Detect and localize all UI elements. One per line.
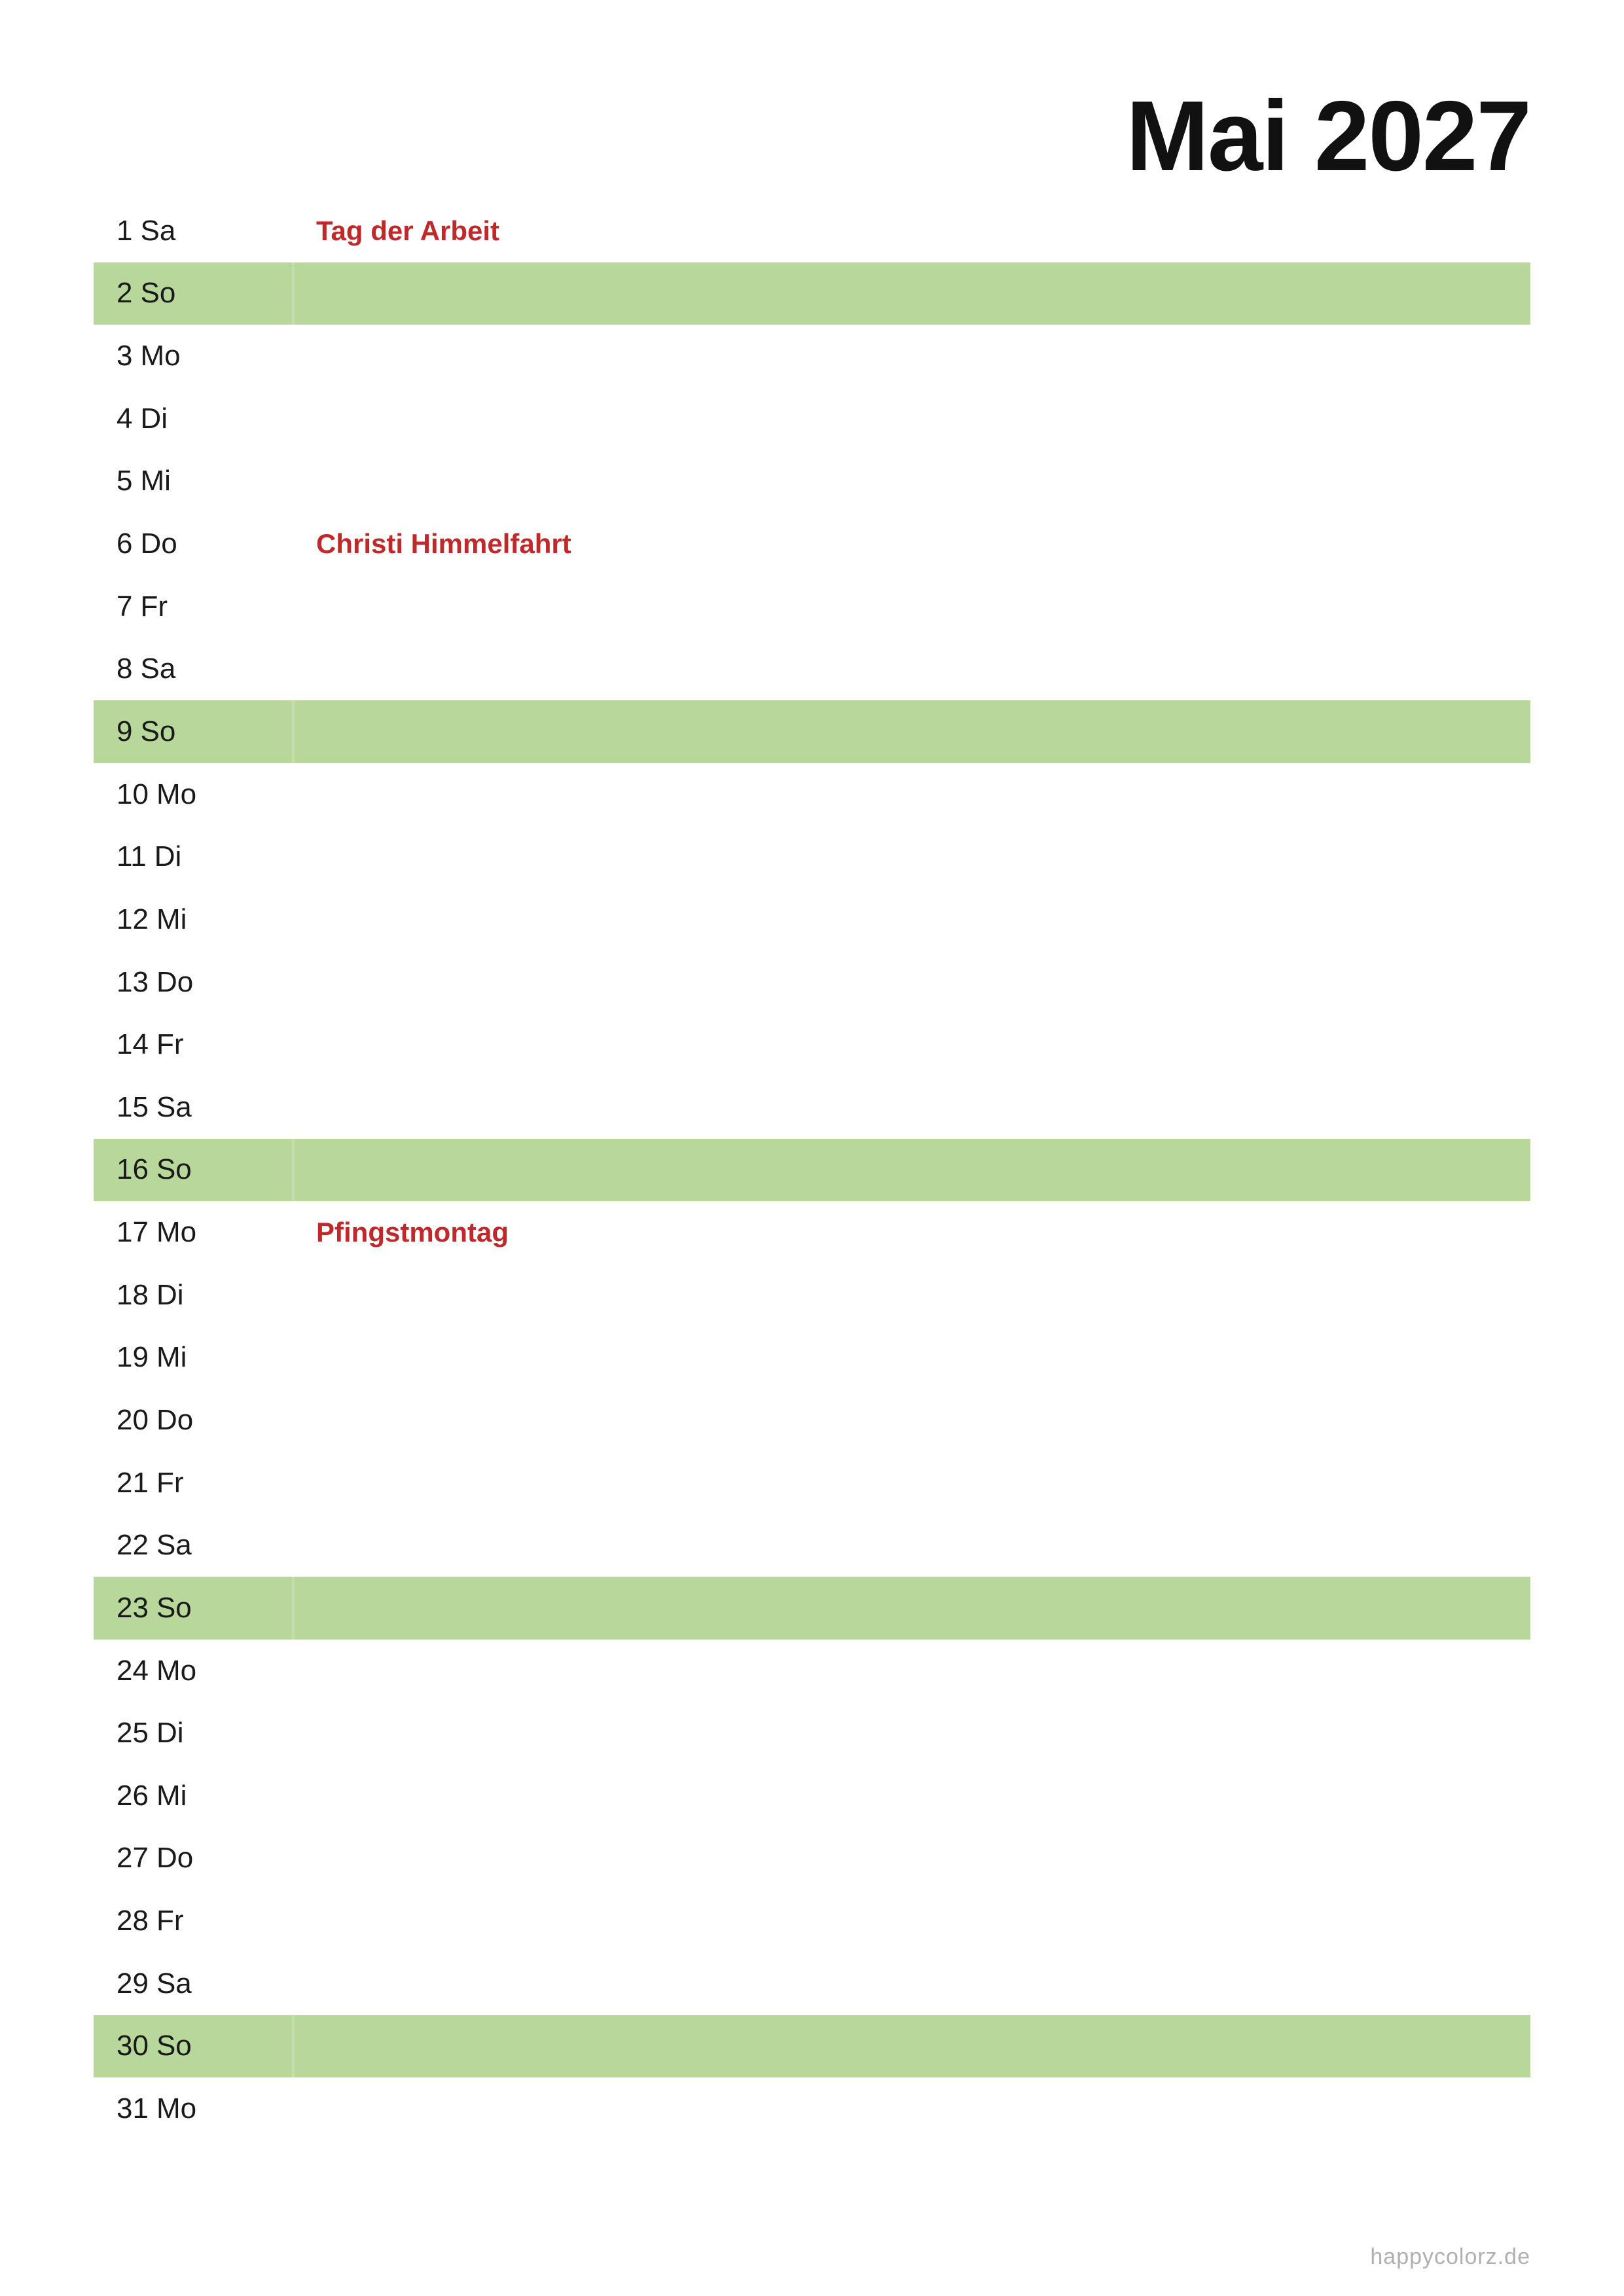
day-number: 26: [117, 1779, 149, 1812]
weekday: Fr: [156, 1466, 184, 1499]
day-row: [94, 1577, 1530, 1640]
weekday: Di: [140, 402, 168, 435]
day-label: [94, 1905, 316, 1937]
day-number: 14: [117, 1028, 149, 1061]
day-label: [94, 340, 316, 372]
weekday: Do: [156, 965, 194, 998]
day-row: [94, 387, 1530, 450]
day-label: [94, 966, 316, 999]
day-row: [94, 1827, 1530, 1890]
day-label: [94, 1091, 316, 1124]
day-label: [94, 1467, 316, 1499]
day-number: 27: [117, 1842, 149, 1874]
day-number: 24: [117, 1654, 149, 1687]
day-label: [94, 903, 316, 936]
day-number: 17: [117, 1216, 149, 1249]
day-row: [94, 1013, 1530, 1076]
weekday: So: [156, 2030, 192, 2062]
day-row: [94, 512, 1530, 575]
day-label: [94, 2092, 316, 2125]
day-label: [94, 1404, 316, 1437]
day-label: [94, 840, 316, 873]
weekday: So: [140, 277, 176, 310]
weekday: Di: [154, 840, 182, 873]
weekday: Sa: [156, 1967, 192, 2000]
day-row: [94, 325, 1530, 387]
day-number: 12: [117, 903, 149, 935]
day-label: [94, 2030, 316, 2062]
day-label: [94, 1216, 316, 1249]
day-row: [94, 1640, 1530, 1702]
day-label: [94, 590, 316, 623]
day-row: [94, 1514, 1530, 1577]
weekday: Fr: [140, 590, 168, 622]
day-label: [94, 1842, 316, 1874]
day-number: 10: [117, 778, 149, 810]
day-label: [94, 1655, 316, 1687]
day-number: 23: [117, 1591, 149, 1624]
day-number: 8: [117, 653, 133, 685]
day-row: [94, 951, 1530, 1014]
day-row: [94, 262, 1530, 325]
day-row: [94, 1890, 1530, 1952]
day-label: [94, 1780, 316, 1812]
page-title: Mai 2027: [1126, 81, 1530, 192]
day-row: [94, 1765, 1530, 1827]
day-number: 30: [117, 2030, 149, 2062]
day-number: 20: [117, 1403, 149, 1436]
day-label: [94, 1028, 316, 1061]
weekday: So: [156, 1591, 192, 1624]
weekday: Do: [140, 528, 177, 560]
footer-credit: happycolorz.de: [1370, 2244, 1530, 2269]
day-label: [94, 215, 316, 247]
day-row: [94, 1389, 1530, 1452]
day-number: 29: [117, 1967, 149, 2000]
weekday: Sa: [156, 1529, 192, 1562]
day-number: 3: [117, 340, 133, 372]
weekday: Mi: [140, 465, 171, 497]
weekday: Mo: [156, 2092, 197, 2125]
weekday: Do: [156, 1842, 194, 1874]
weekday: Di: [156, 1717, 184, 1749]
day-row: [94, 2077, 1530, 2140]
day-number: 21: [117, 1466, 149, 1499]
day-row: [94, 2015, 1530, 2078]
day-number: 22: [117, 1529, 149, 1562]
weekday: Mo: [140, 340, 181, 372]
day-label: [94, 1717, 316, 1749]
day-number: 1: [117, 214, 133, 247]
day-label: [94, 277, 316, 310]
day-row: [94, 1952, 1530, 2015]
day-label: [94, 465, 316, 497]
calendar-list: [94, 200, 1530, 2140]
day-label: [94, 403, 316, 435]
day-row: [94, 1452, 1530, 1515]
day-row: [94, 1264, 1530, 1327]
day-row: [94, 575, 1530, 638]
day-label: [94, 778, 316, 811]
day-label: [94, 1967, 316, 2000]
day-number: 4: [117, 402, 133, 435]
day-row: [94, 825, 1530, 888]
day-number: 28: [117, 1905, 149, 1937]
holiday-label: Tag der Arbeit: [316, 215, 500, 246]
day-number: 9: [117, 715, 133, 747]
day-number: 31: [117, 2092, 149, 2125]
weekday: Sa: [156, 1090, 192, 1123]
day-row: [94, 1076, 1530, 1139]
weekday: Mo: [156, 1654, 197, 1687]
day-number: 15: [117, 1090, 149, 1123]
day-row: [94, 1702, 1530, 1765]
day-number: 16: [117, 1153, 149, 1186]
holiday-label: Christi Himmelfahrt: [316, 528, 571, 560]
weekday: Fr: [156, 1028, 184, 1061]
weekday: Do: [156, 1403, 194, 1436]
weekday: Mo: [156, 778, 197, 810]
day-label: [94, 1529, 316, 1562]
day-row: [94, 1201, 1530, 1264]
day-label: [94, 653, 316, 685]
holiday-label: Pfingstmontag: [316, 1217, 509, 1248]
day-row: [94, 637, 1530, 700]
weekday: Mi: [156, 1779, 187, 1812]
day-row: [94, 200, 1530, 262]
day-number: 6: [117, 528, 133, 560]
weekday: Sa: [140, 653, 176, 685]
day-label: [94, 1592, 316, 1624]
weekday: Di: [156, 1278, 184, 1311]
day-number: 11: [117, 840, 147, 873]
day-number: 7: [117, 590, 133, 622]
day-row: [94, 888, 1530, 951]
day-label: [94, 1341, 316, 1374]
day-row: [94, 450, 1530, 513]
weekday: Sa: [140, 214, 176, 247]
day-row: [94, 700, 1530, 763]
weekday: So: [156, 1153, 192, 1186]
day-label: [94, 528, 316, 560]
day-number: 18: [117, 1278, 149, 1311]
day-label: [94, 1279, 316, 1312]
weekday: Mo: [156, 1216, 197, 1249]
day-label: [94, 715, 316, 748]
day-number: 5: [117, 465, 133, 497]
weekday: So: [140, 715, 176, 747]
weekday: Mi: [156, 1341, 187, 1374]
day-number: 25: [117, 1717, 149, 1749]
weekday: Fr: [156, 1905, 184, 1937]
day-number: 13: [117, 965, 149, 998]
day-row: [94, 1139, 1530, 1202]
day-row: [94, 763, 1530, 826]
day-number: 19: [117, 1341, 149, 1374]
weekday: Mi: [156, 903, 187, 935]
day-label: [94, 1153, 316, 1186]
day-number: 2: [117, 277, 133, 310]
day-row: [94, 1327, 1530, 1390]
